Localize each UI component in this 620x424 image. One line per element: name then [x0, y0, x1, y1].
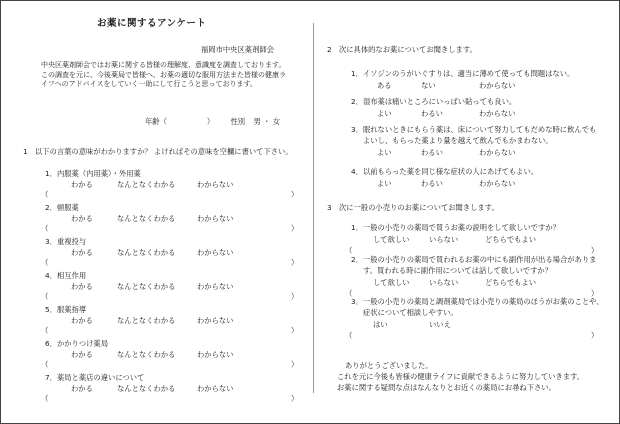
- q1-choice-option[interactable]: わかる: [71, 248, 93, 257]
- q3-item-text: 3．一般の小売りの薬局と調剤薬局では小売りの薬局のほうがお薬のことや、: [351, 297, 604, 306]
- q1-item-label: 7．薬局と薬店の違いについて: [45, 373, 145, 382]
- q3-choice-option[interactable]: はい: [373, 320, 388, 329]
- q1-answer-paren-open: （: [41, 360, 49, 369]
- closing-line-2: これを元に今後も皆様の健康ライフに貢献できるように努力していきます。: [337, 372, 585, 381]
- closing-line-3: お薬に関する疑問な点はなんなりとお近くの薬局にお尋ね下さい。: [337, 383, 556, 392]
- q1-choice-option[interactable]: わからない: [197, 316, 234, 325]
- q1-choice-option[interactable]: わからない: [197, 248, 234, 257]
- column-divider: [313, 23, 314, 393]
- q2-choice-option[interactable]: わるい: [421, 179, 443, 188]
- q1-answer-paren-close: ）: [291, 326, 299, 335]
- q3-choice-option[interactable]: いらない: [429, 235, 459, 244]
- q3-answer-paren-open: （: [345, 246, 353, 255]
- q1-answer-paren-close: ）: [291, 224, 299, 233]
- q3-item-text: す。買われる時に副作用については話して欲しいですか？: [363, 266, 552, 275]
- q3-choice-option[interactable]: いいえ: [429, 320, 451, 329]
- q1-choice-option[interactable]: わからない: [197, 384, 234, 393]
- q1-choice-option[interactable]: わからない: [197, 282, 234, 291]
- q3-choice-option[interactable]: どちらでもよい: [485, 278, 537, 287]
- q2-choice-option[interactable]: よい: [377, 148, 392, 157]
- q1-item-label: 4．相互作用: [45, 271, 87, 280]
- q1-choice-option[interactable]: わかる: [71, 214, 93, 223]
- q1-choice-option[interactable]: わかる: [71, 316, 93, 325]
- sex-male-option[interactable]: 男: [253, 117, 261, 126]
- q1-answer-paren-close: ）: [291, 360, 299, 369]
- q2-item-text: よいし、もらった薬より量を越えて飲んでもかまわない。: [363, 136, 553, 145]
- sex-label: 性別: [230, 117, 246, 126]
- q3-item-text: 2．一般の小売りの薬局で買われるお薬の中にも副作用が出る場合がありま: [351, 255, 597, 264]
- q1-answer-paren-close: ）: [291, 190, 299, 199]
- q3-answer-paren-close: ）: [591, 246, 599, 255]
- q2-choice-option[interactable]: ある: [377, 81, 392, 90]
- q1-heading: 1 以下の言葉の意味がわかりますか？ よければその意味を空欄に書いて下さい。: [23, 147, 293, 156]
- page-title: お薬に関するアンケート: [97, 18, 207, 29]
- q1-choice-option[interactable]: わからない: [197, 350, 234, 359]
- q3-choice-option[interactable]: いらない: [429, 278, 459, 287]
- q2-choice-option[interactable]: よい: [377, 109, 392, 118]
- q1-choice-option[interactable]: なんとなくわかる: [117, 384, 176, 393]
- q1-answer-paren-open: （: [41, 224, 49, 233]
- q2-item-text: 4．以前もらった薬を同じ様な症状の人にあげてもよい。: [351, 167, 539, 176]
- q1-item-label: 5．服薬指導: [45, 305, 87, 314]
- q1-answer-paren-open: （: [41, 190, 49, 199]
- q1-choice-option[interactable]: なんとなくわかる: [117, 350, 176, 359]
- q1-item-label: 6．かかりつけ薬局: [45, 339, 109, 348]
- q1-choice-option[interactable]: わからない: [197, 214, 234, 223]
- sex-dot: ・: [263, 117, 271, 126]
- q1-answer-paren-open: （: [41, 258, 49, 267]
- q1-choice-option[interactable]: わからない: [197, 180, 234, 189]
- q1-item-label: 2．頓服薬: [45, 203, 79, 212]
- q2-item-text: 2．湿布薬は痛いところにいっぱい貼っても良い。: [351, 97, 517, 106]
- q3-item-text: 1．一般の小売りの薬局で買うお薬の説明をして欲しいですか？: [351, 223, 560, 232]
- q3-answer-paren-open: （: [345, 289, 353, 298]
- q1-answer-paren-close: ）: [291, 292, 299, 301]
- q2-choice-option[interactable]: よい: [377, 179, 392, 188]
- q2-heading: 2 次に具体的なお薬についてお聞きします。: [327, 45, 477, 54]
- q2-item-text: 1．イソジンのうがいぐすりは、適当に薄めて使っても問題はない。: [351, 69, 575, 78]
- q2-choice-option[interactable]: わからない: [479, 179, 516, 188]
- q1-choice-option[interactable]: わかる: [71, 384, 93, 393]
- q1-item-label: 3．重複投与: [45, 237, 87, 246]
- q3-heading: 3 次に一般の小売りのお薬についてお聞きします。: [327, 203, 499, 212]
- q1-answer-paren-open: （: [41, 292, 49, 301]
- q2-choice-option[interactable]: わからない: [479, 148, 516, 157]
- q2-item-text: 3．眠れないときにもらう薬は、床について努力してもだめな時に飲んでも: [351, 125, 597, 134]
- respondent-line: [145, 117, 280, 126]
- q1-choice-option[interactable]: なんとなくわかる: [117, 282, 176, 291]
- q3-item-text: 症状について相談しやすい。: [363, 308, 458, 317]
- q3-choice-option[interactable]: して欲しい: [373, 278, 410, 287]
- q1-item-label: 1．内服薬（内用薬）・外用薬: [45, 169, 141, 178]
- q3-answer-paren-close: ）: [591, 331, 599, 340]
- q1-choice-option[interactable]: なんとなくわかる: [117, 316, 176, 325]
- q1-choice-option[interactable]: なんとなくわかる: [117, 180, 176, 189]
- intro-text: 中央区薬剤師会ではお薬に関する皆様の理解度、意識度を調査しております。この調査を元に、今後薬局で皆様へ、お薬の適切な服用方法また皆様の健康ライフへのアドバイスをしていく一助にして行こうと思っております。: [41, 61, 286, 88]
- q1-answer-paren-close: ）: [291, 394, 299, 403]
- closing-thanks: ありがとうございました。: [345, 361, 433, 370]
- age-label: 年齢（: [145, 117, 167, 126]
- q1-choice-option[interactable]: わかる: [71, 350, 93, 359]
- q3-answer-paren-close: ）: [591, 289, 599, 298]
- sex-female-option[interactable]: 女: [272, 117, 280, 126]
- q2-choice-option[interactable]: わるい: [421, 148, 443, 157]
- q3-choice-option[interactable]: して欲しい: [373, 235, 410, 244]
- q1-answer-paren-close: ）: [291, 258, 299, 267]
- organization-name: 福岡市中央区薬剤師会: [201, 45, 274, 54]
- q2-choice-option[interactable]: わからない: [479, 109, 516, 118]
- q1-choice-option[interactable]: わかる: [71, 180, 93, 189]
- q1-choice-option[interactable]: わかる: [71, 282, 93, 291]
- q2-choice-option[interactable]: わからない: [479, 81, 516, 90]
- q1-answer-paren-open: （: [41, 394, 49, 403]
- q2-choice-option[interactable]: わるい: [421, 109, 443, 118]
- q3-choice-option[interactable]: どちらでもよい: [485, 235, 537, 244]
- q1-answer-paren-open: （: [41, 326, 49, 335]
- q3-answer-paren-open: （: [345, 331, 353, 340]
- age-close: ）: [206, 117, 215, 126]
- q1-choice-option[interactable]: なんとなくわかる: [117, 248, 176, 257]
- q1-choice-option[interactable]: なんとなくわかる: [117, 214, 176, 223]
- q2-choice-option[interactable]: ない: [421, 81, 436, 90]
